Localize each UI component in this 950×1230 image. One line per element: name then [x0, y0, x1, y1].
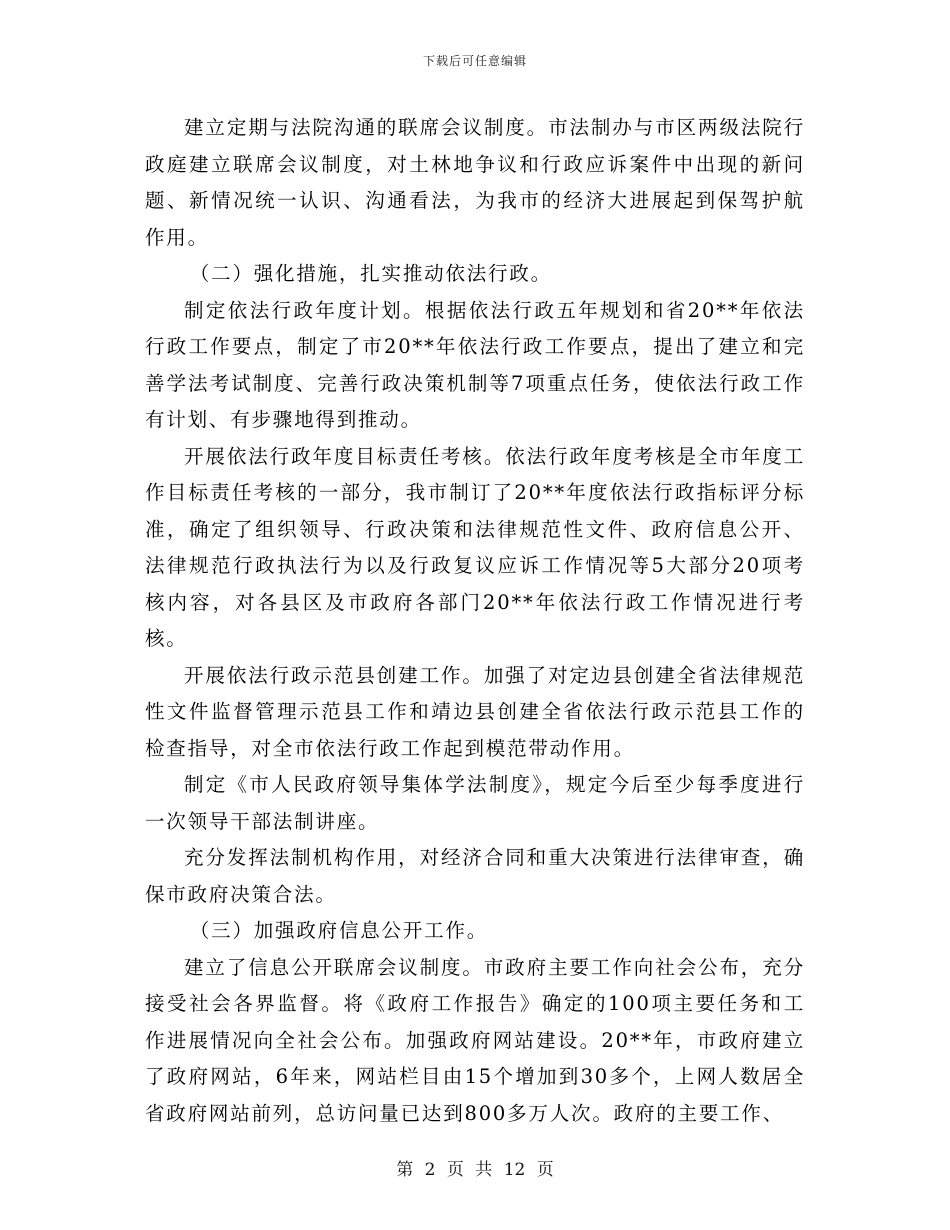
section-heading-3: （三）加强政府信息公开工作。: [189, 919, 489, 942]
paragraph-legal-review: 充分发挥法制机构作用，对经济合同和重大决策进行法律审查，确保市政府决策合法。: [145, 846, 805, 906]
page-number: 第 2 页 共 12 页: [396, 1160, 554, 1180]
paragraph-demo-county: 开展依法行政示范县创建工作。加强了对定边县创建全省法律规范性文件监督管理示范县工作和靖边县创建全省依法行政示范县工作的检查指导，对全市依法行政工作起到模范带动作用。: [145, 663, 805, 760]
paragraph-court-meeting: 建立定期与法院沟通的联席会议制度。市法制办与市区两级法院行政庭建立联席会议制度，对土林地争议和行政应诉案件中出现的新问题、新情况统一认识、沟通看法，为我市的经济大进展起到保驾护航作用。: [145, 116, 805, 249]
paragraph-assessment: 开展依法行政年度目标责任考核。依法行政年度考核是全市年度工作目标责任考核的一部分，我市制订了20**年度依法行政指标评分标准，确定了组织领导、行政决策和法律规范性文件、政府信息公开、法律规范行政执法行为以及行政复议应诉工作情况等5大部分20项考核内容，对各县区及市政府各部门20**年依法行政工作情况进行考核。: [145, 444, 805, 650]
paragraph-study-system: 制定《市人民政府领导集体学法制度》，规定今后至少每季度进行一次领导干部法制讲座。: [145, 773, 805, 833]
document-body: [145, 110, 805, 1132]
paragraph-annual-plan: 制定依法行政年度计划。根据依法行政五年规划和省20**年依法行政工作要点，制定了市20**年依法行政工作要点，提出了建立和完善学法考试制度、完善行政决策机制等7项重点任务，使依法行政工作有计划、有步骤地得到推动。: [145, 298, 805, 431]
paragraph-info-disclosure: 建立了信息公开联席会议制度。市政府主要工作向社会公布，充分接受社会各界监督。将《政府工作报告》确定的100项主要任务和工作进展情况向全社会公布。加强政府网站建设。20**年，市政府建立了政府网站，6年来，网站栏目由15个增加到30多个，上网人数居全省政府网站前列，总访问量已达到800多万人次。政府的主要工作、: [145, 955, 805, 1125]
page-header: 下载后可任意编辑: [422, 54, 527, 68]
section-heading-2: （二）强化措施，扎实推动依法行政。: [189, 262, 552, 285]
